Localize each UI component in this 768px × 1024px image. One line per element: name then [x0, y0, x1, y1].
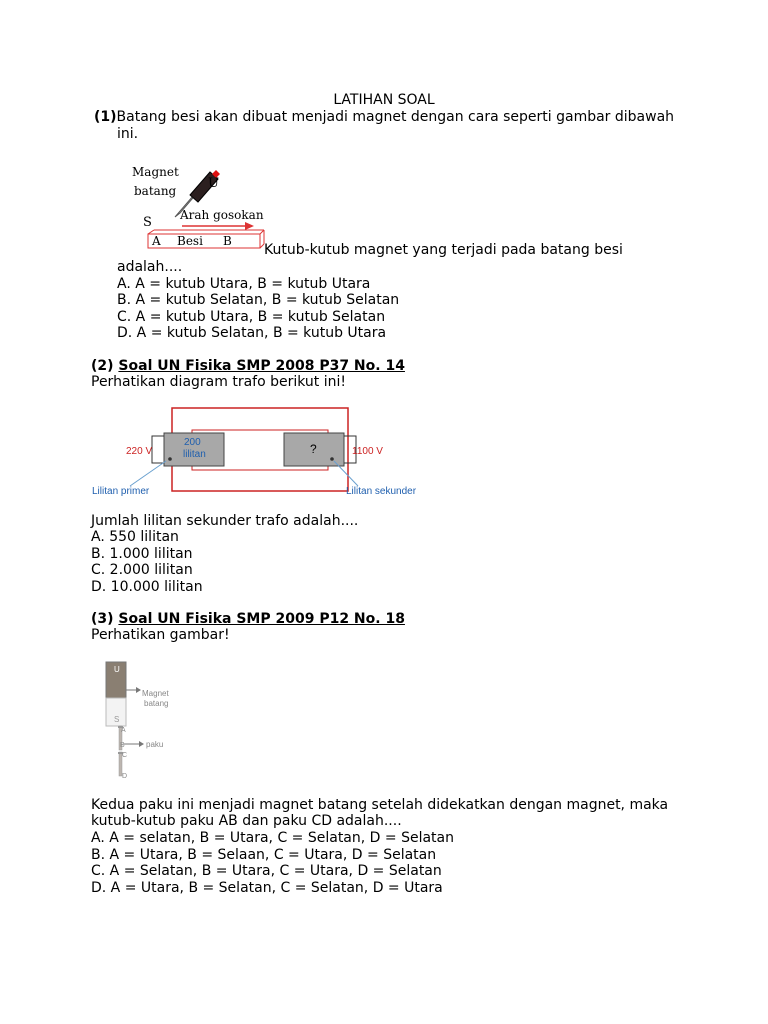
q1-number: (1): [94, 109, 117, 125]
q3-option-c: C. A = Selatan, B = Utara, C = Utara, D = Selatan: [91, 863, 442, 879]
q1-option-c: C. A = kutub Utara, B = kutub Selatan: [117, 309, 386, 325]
q2-number: (2): [91, 358, 119, 374]
q3-label-u: U: [114, 665, 120, 674]
q3-header: [91, 611, 405, 628]
q3-label-d: D: [122, 773, 128, 780]
q2-option-b: B. 1.000 lilitan: [91, 546, 193, 562]
q1-option-d: D. A = kutub Selatan, B = kutub Utara: [117, 325, 387, 341]
q3-question-line1: Kedua paku ini menjadi magnet batang setelah didekatkan dengan magnet, maka: [91, 797, 669, 813]
q1-intro-line: [94, 109, 674, 126]
q3-option-d: D. A = Utara, B = Selatan, C = Selatan, D = Utara: [91, 880, 443, 896]
q2-unknown-turns: ?: [310, 442, 317, 456]
q2-turns-line1: 200: [184, 437, 201, 448]
q1-text-line1: Batang besi akan dibuat menjadi magnet dengan cara seperti gambar dibawah: [116, 109, 675, 125]
q1-label-magnet-2: batang: [134, 184, 177, 198]
q3-label-magnet-1: Magnet: [142, 689, 169, 698]
q3-label-s: S: [114, 715, 120, 724]
q1-question-line2: adalah....: [117, 259, 183, 275]
q3-label-paku: paku: [146, 740, 164, 749]
q2-primary-leader: [130, 461, 166, 486]
q3-option-b: B. A = Utara, B = Selaan, C = Utara, D = Selatan: [91, 847, 437, 863]
q3-number: (3): [91, 611, 119, 627]
q1-text-line2: ini.: [117, 126, 139, 142]
q1-label-s: S: [143, 215, 152, 230]
q2-header: [91, 358, 405, 375]
q3-magnet-figure: [104, 660, 194, 782]
q2-voltage-primary: 220 V: [126, 446, 153, 457]
q3-nail-pointer-icon: [139, 741, 144, 747]
page-title: LATIHAN SOAL: [333, 92, 435, 108]
q1-question-line1: Kutub-kutub magnet yang terjadi pada batang besi: [264, 242, 623, 258]
q2-instruction: Perhatikan diagram trafo berikut ini!: [91, 374, 346, 390]
q3-magnet-pointer-icon: [136, 687, 141, 693]
q2-label-primer: Lilitan primer: [92, 486, 150, 497]
q3-label-a: A: [121, 727, 126, 734]
q2-option-d: D. 10.000 lilitan: [91, 579, 203, 595]
q2-label-sekunder: Lilitan sekunder: [346, 486, 417, 497]
q3-label-b: B: [120, 742, 125, 749]
q3-option-a: A. A = selatan, B = Utara, C = Selatan, D = Selatan: [91, 830, 454, 846]
q1-label-besi: Besi: [177, 234, 203, 248]
q1-option-a: A. A = kutub Utara, B = kutub Utara: [117, 276, 371, 292]
q2-voltage-secondary: 1100 V: [352, 446, 383, 457]
q1-label-b: B: [223, 234, 232, 248]
q3-instruction: Perhatikan gambar!: [91, 627, 230, 643]
q1-label-arah: Arah gosokan: [180, 208, 264, 222]
q1-option-b: B. A = kutub Selatan, B = kutub Selatan: [117, 292, 400, 308]
q3-label-magnet-2: batang: [144, 699, 169, 708]
q1-label-u: U: [208, 176, 219, 191]
q2-secondary-leader: [334, 461, 358, 486]
q2-turns-line2: lilitan: [183, 449, 206, 460]
q3-label-c: C: [122, 752, 128, 759]
q1-label-a: A: [152, 234, 161, 248]
q1-label-magnet-1: Magnet: [132, 165, 179, 179]
q1-arrow-head-icon: [245, 222, 254, 230]
q1-iron-bar: [148, 234, 260, 248]
q2-question: Jumlah lilitan sekunder trafo adalah....: [91, 513, 359, 529]
q2-transformer-figure: [88, 402, 428, 502]
q2-option-c: C. 2.000 lilitan: [91, 562, 193, 578]
q2-option-a: A. 550 lilitan: [91, 529, 179, 545]
q3-question-line2: kutub-kutub paku AB dan paku CD adalah....: [91, 813, 402, 829]
q3-source: Soal UN Fisika SMP 2009 P12 No. 18: [118, 611, 405, 627]
q2-source: Soal UN Fisika SMP 2008 P37 No. 14: [118, 358, 405, 374]
q1-magnet-figure: [128, 164, 268, 254]
